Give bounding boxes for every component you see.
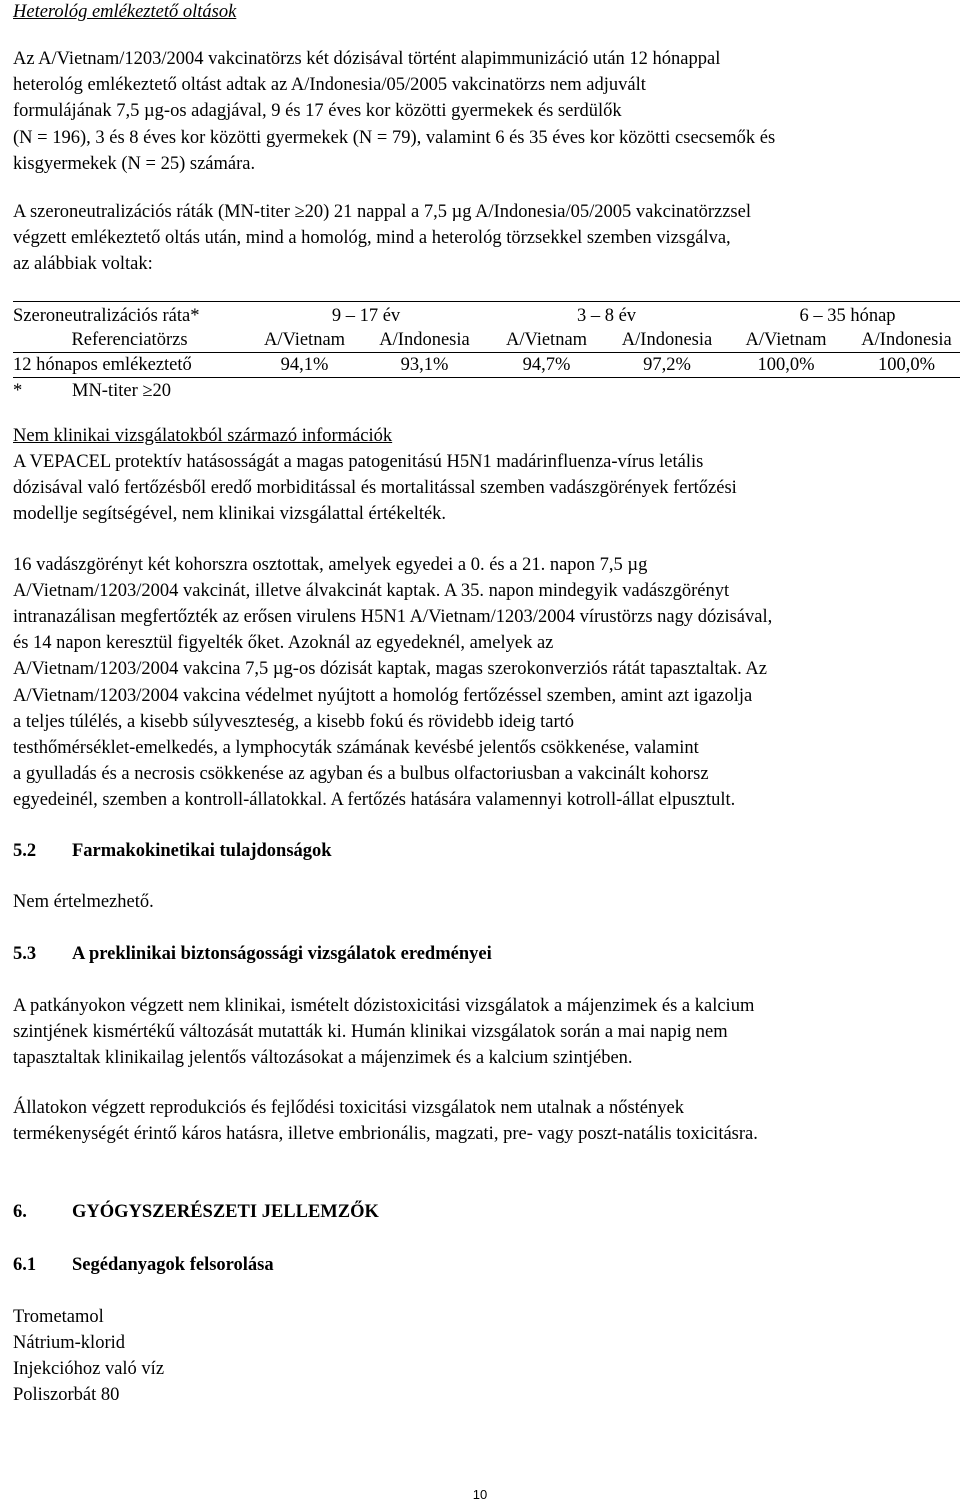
value-cell: 94,7% [486,353,607,378]
section-5-3-paragraph-1: A patkányokon végzett nem klinikai, ismételt dózistoxicitási vizsgálatok a májenzimek és a kalcium szintjének kismértékű változását mutatták ki. Humán klinikai vizsgálatok során a mai napig nem tapasztaltak klinikailag jelentős változásokat a májenzimek és a kalcium szintjében. [13,995,755,1069]
section-6-heading [13,1199,948,1225]
section-number: 6. [13,1201,27,1222]
strain-cell: A/Indonesia [621,330,713,351]
strain-cell: A/Vietnam [263,330,346,351]
footnote-text: MN-titer ≥20 [72,381,172,402]
value-cell: 100,0% [727,353,845,378]
age-group-header: 3 – 8 év [486,302,727,329]
section-5-3-heading [13,941,948,967]
nonclinical-heading: Nem klinikai vizsgálatokból származó információk [13,426,393,447]
data-row-label-cell: 12 hónapos emlékeztető [13,353,246,378]
value-cell: 94,1% [246,353,363,378]
section-title: Segédanyagok felsorolása [72,1254,274,1275]
footnote-mark: * [13,381,23,402]
excipient-list [13,1304,948,1408]
age-group-header: 6 – 35 hónap [727,302,960,329]
value-cell: 97,2% [607,353,727,378]
table-data-row [13,353,960,378]
table-header-row [13,302,960,329]
heterologous-paragraph-1: Az A/Vietnam/1203/2004 vakcinatörzs két dózisával történt alapimmunizáció után 12 hónappal heterológ emlékeztető oltást adtak az A/Indonesia/05/2005 vakcinatörzs nem adjuvált formulájának 7,5 µg-os adagjával, 9 és 17 éves kor közötti gyermekek és serdülők (N = 196), 3 és 8 éves kor közötti gyermekek (N = 79), valamint 6 és 35 éves kor közötti csecsemők és kisgyermekek (N = 25) számára. [13,49,776,174]
strain-cell: A/Indonesia [861,330,952,351]
row-header-cell: Szeroneutralizációs ráta* [13,302,246,329]
page-number: 10 [472,1487,488,1502]
strain-cell: A/Indonesia [379,330,470,351]
nonclinical-paragraph-2: 16 vadászgörényt két kohorszra osztottak, amelyek egyedei a 0. és a 21. napon 7,5 µg A/Vietnam/1203/2004 vakcinát, illetve álvakcinát kaptak. A 35. napon mindegyik vadászgörényt intranazálisan megfertőzték az erősen virulens H5N1 A/Vietnam/1203/2004 vírustörzs nagy dózisával, és 14 napon keresztül figyelték őket. Azoknál az egyedeknél, amelyek az A/Vietnam/1203/2004 vakcina 7,5 µg-os dózisát kaptak, magas szerokonverziós rátát tapasztaltak. Az A/Vietnam/1203/2004 vakcina védelmet nyújtott a homológ fertőzéssel szemben, amint azt igazolja a teljes túlélés, a kisebb súlyveszteség, a kisebb fokú és rövidebb ideig tartó testhőmérséklet-emelkedés, a lymphocyták számának kevésbé jelentős csökkenése, valamint a gyulladás és a necrosis csökkenése az agyban és a bulbus olfactoriusban a vakcinált kohorsz egyedeinél, szemben a kontroll-állatokkal. A fertőzés hatására valamennyi kotroll-állat elpusztult. [13,554,773,811]
section-6-1-heading [13,1252,948,1278]
nonclinical-paragraph-1: A VEPACEL protektív hatásosságát a magas patogenitású H5N1 madárinfluenza-vírus letális dózisával való fertőzésből eredő morbiditással és mortalitással szemben vadászgörények fertőzési modellje segítségével, nem klinikai vizsgálattal értékelték. [13,452,737,525]
section-title: Farmakokinetikai tulajdonságok [72,840,332,861]
section-title: A preklinikai biztonságossági vizsgálatok eredményei [72,943,492,964]
heterologous-paragraph-2: A szeroneutralizációs ráták (MN-titer ≥20) 21 nappal a 7,5 µg A/Indonesia/05/2005 vakcinatörzzsel végzett emlékeztető oltás után, mind a homológ, mind a heterológ törzsekkel szemben vizsgálva, az alábbiak voltak: [13,202,751,275]
list-item: Nátrium-klorid [13,1332,126,1353]
strain-cell: A/Vietnam [745,330,827,351]
strain-label-cell: Referenciatörzs [71,330,188,351]
section-5-3-paragraph-2: Állatokon végzett reprodukciós és fejlődési toxicitási vizsgálatok nem utalnak a nőstények termékenységét érintő káros hatásra, illetve embrionális, magzati, pre- vagy poszt-natális toxicitásra. [13,1098,758,1145]
value-cell: 93,1% [363,353,486,378]
list-item: Injekcióhoz való víz [13,1358,165,1379]
heterologous-booster-heading: Heterológ emlékeztető oltások [13,2,237,22]
document-page [13,0,952,1408]
section-number: 6.1 [13,1254,37,1275]
age-group-header: 9 – 17 év [246,302,486,329]
section-5-2-heading [13,838,948,864]
section-title: GYÓGYSZERÉSZETI JELLEMZŐK [72,1201,379,1222]
section-number: 5.2 [13,840,37,861]
list-item: Poliszorbát 80 [13,1384,120,1405]
section-5-2-text: Nem értelmezhető. [13,891,154,912]
strain-cell: A/Vietnam [505,330,588,351]
list-item: Trometamol [13,1306,104,1327]
section-number: 5.3 [13,943,37,964]
table-strain-row [13,328,960,353]
value-cell: 100,0% [845,353,960,378]
seroneutralization-table [13,301,960,378]
table-footnote [13,378,948,404]
